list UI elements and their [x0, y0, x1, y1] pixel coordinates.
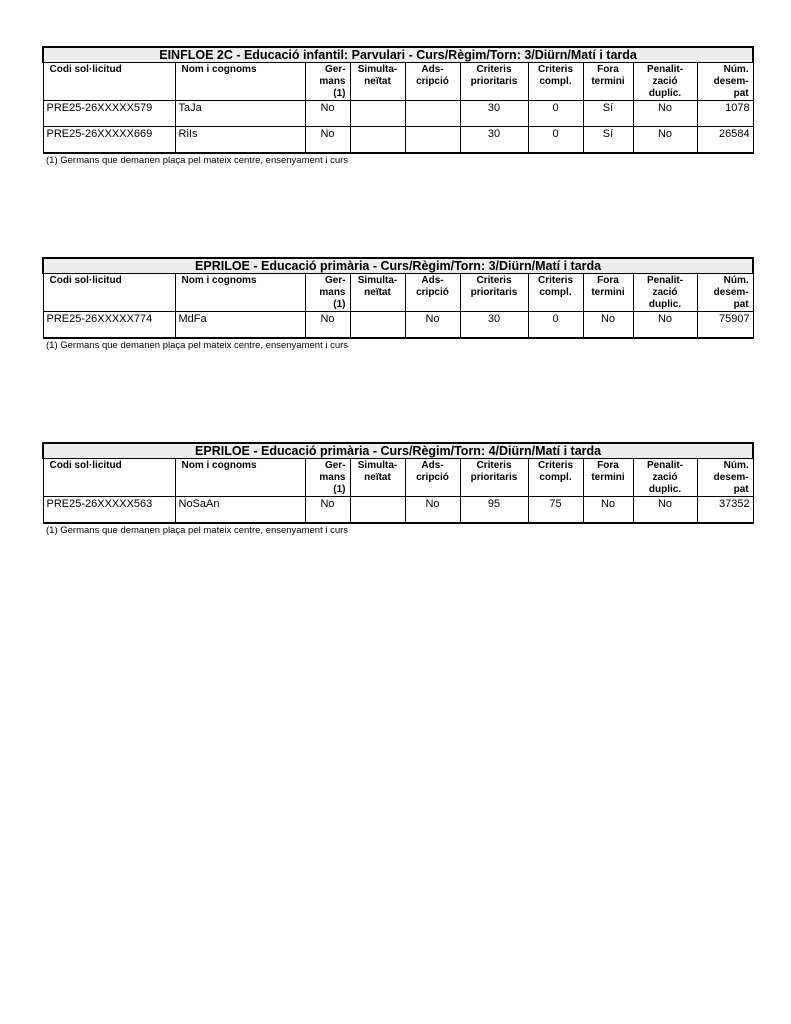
header-adscripcio: Ads- cripció: [405, 63, 460, 101]
header-germans: Ger- mans (1): [305, 63, 350, 101]
cell-criteris-prioritaris: 30: [460, 127, 528, 154]
header-penalitzacio: Penalit- zació duplic.: [633, 274, 697, 312]
cell-num-desempat: 26584: [697, 127, 753, 154]
header-germans: Ger- mans (1): [305, 274, 350, 312]
section-title: EINFLOE 2C - Educació infantil: Parvulari - Curs/Règim/Torn: 3/Diürn/Matí i tarda: [43, 47, 753, 63]
section-1: [42, 46, 752, 166]
cell-penalitzacio: No: [633, 312, 697, 339]
header-fora-termini: Fora termini: [583, 63, 633, 101]
header-num-desempat: Núm. desem- pat: [697, 63, 753, 101]
cell-adscripcio: No: [405, 312, 460, 339]
cell-simultaneitat: [350, 101, 405, 127]
cell-name: MdFa: [175, 312, 305, 339]
header-penalitzacio: Penalit- zació duplic.: [633, 459, 697, 497]
cell-criteris-prioritaris: 30: [460, 312, 528, 339]
cell-germans: No: [305, 101, 350, 127]
admissions-table: [42, 257, 754, 339]
header-num-desempat: Núm. desem- pat: [697, 274, 753, 312]
header-code: Codi sol·licitud: [43, 274, 175, 312]
header-criteris-prioritaris: Criteris prioritaris: [460, 274, 528, 312]
cell-penalitzacio: No: [633, 127, 697, 154]
table-header-row: [43, 459, 753, 497]
footnote: (1) Germans que demanen plaça pel mateix centre, ensenyament i curs: [46, 340, 349, 351]
header-fora-termini: Fora termini: [583, 459, 633, 497]
cell-germans: No: [305, 127, 350, 154]
section-3: [42, 442, 752, 536]
cell-num-desempat: 75907: [697, 312, 753, 339]
admissions-table: [42, 46, 754, 154]
table-header-row: [43, 63, 753, 101]
footnote: (1) Germans que demanen plaça pel mateix centre, ensenyament i curs: [46, 525, 349, 536]
cell-germans: No: [305, 497, 350, 524]
cell-criteris-prioritaris: 30: [460, 101, 528, 127]
cell-code: PRE25-26XXXXX579: [43, 101, 175, 127]
cell-num-desempat: 37352: [697, 497, 753, 524]
header-name: Nom i cognoms: [175, 63, 305, 101]
table-header-row: [43, 274, 753, 312]
section-title: EPRILOE - Educació primària - Curs/Règim/Torn: 4/Diürn/Matí i tarda: [43, 443, 753, 459]
header-num-desempat: Núm. desem- pat: [697, 459, 753, 497]
cell-fora-termini: No: [583, 312, 633, 339]
header-criteris-prioritaris: Criteris prioritaris: [460, 459, 528, 497]
cell-code: PRE25-26XXXXX774: [43, 312, 175, 339]
header-name: Nom i cognoms: [175, 274, 305, 312]
cell-code: PRE25-26XXXXX563: [43, 497, 175, 524]
cell-adscripcio: [405, 127, 460, 154]
cell-name: NoSaAn: [175, 497, 305, 524]
cell-name: TaJa: [175, 101, 305, 127]
cell-num-desempat: 1078: [697, 101, 753, 127]
table-row: [43, 497, 753, 524]
header-germans: Ger- mans (1): [305, 459, 350, 497]
cell-criteris-compl: 0: [528, 101, 583, 127]
cell-fora-termini: Sí: [583, 101, 633, 127]
section-2: [42, 257, 752, 351]
header-criteris-compl: Criteris compl.: [528, 274, 583, 312]
admissions-table: [42, 442, 754, 524]
cell-penalitzacio: No: [633, 101, 697, 127]
header-criteris-prioritaris: Criteris prioritaris: [460, 63, 528, 101]
table-row: [43, 127, 753, 154]
footnote: (1) Germans que demanen plaça pel mateix centre, ensenyament i curs: [46, 155, 349, 166]
cell-adscripcio: No: [405, 497, 460, 524]
header-simultaneitat: Simulta- neïtat: [350, 63, 405, 101]
header-adscripcio: Ads- cripció: [405, 459, 460, 497]
cell-simultaneitat: [350, 127, 405, 154]
cell-adscripcio: [405, 101, 460, 127]
section-title: EPRILOE - Educació primària - Curs/Règim/Torn: 3/Diürn/Matí i tarda: [43, 258, 753, 274]
header-name: Nom i cognoms: [175, 459, 305, 497]
cell-criteris-compl: 0: [528, 312, 583, 339]
cell-criteris-compl: 75: [528, 497, 583, 524]
cell-simultaneitat: [350, 497, 405, 524]
cell-criteris-prioritaris: 95: [460, 497, 528, 524]
cell-simultaneitat: [350, 312, 405, 339]
table-row: [43, 101, 753, 127]
table-row: [43, 312, 753, 339]
cell-fora-termini: Sí: [583, 127, 633, 154]
cell-penalitzacio: No: [633, 497, 697, 524]
header-simultaneitat: Simulta- neïtat: [350, 459, 405, 497]
cell-code: PRE25-26XXXXX669: [43, 127, 175, 154]
header-code: Codi sol·licitud: [43, 459, 175, 497]
header-criteris-compl: Criteris compl.: [528, 459, 583, 497]
header-penalitzacio: Penalit- zació duplic.: [633, 63, 697, 101]
header-simultaneitat: Simulta- neïtat: [350, 274, 405, 312]
cell-germans: No: [305, 312, 350, 339]
cell-fora-termini: No: [583, 497, 633, 524]
cell-name: RiIs: [175, 127, 305, 154]
header-fora-termini: Fora termini: [583, 274, 633, 312]
cell-criteris-compl: 0: [528, 127, 583, 154]
header-adscripcio: Ads- cripció: [405, 274, 460, 312]
header-code: Codi sol·licitud: [43, 63, 175, 101]
header-criteris-compl: Criteris compl.: [528, 63, 583, 101]
